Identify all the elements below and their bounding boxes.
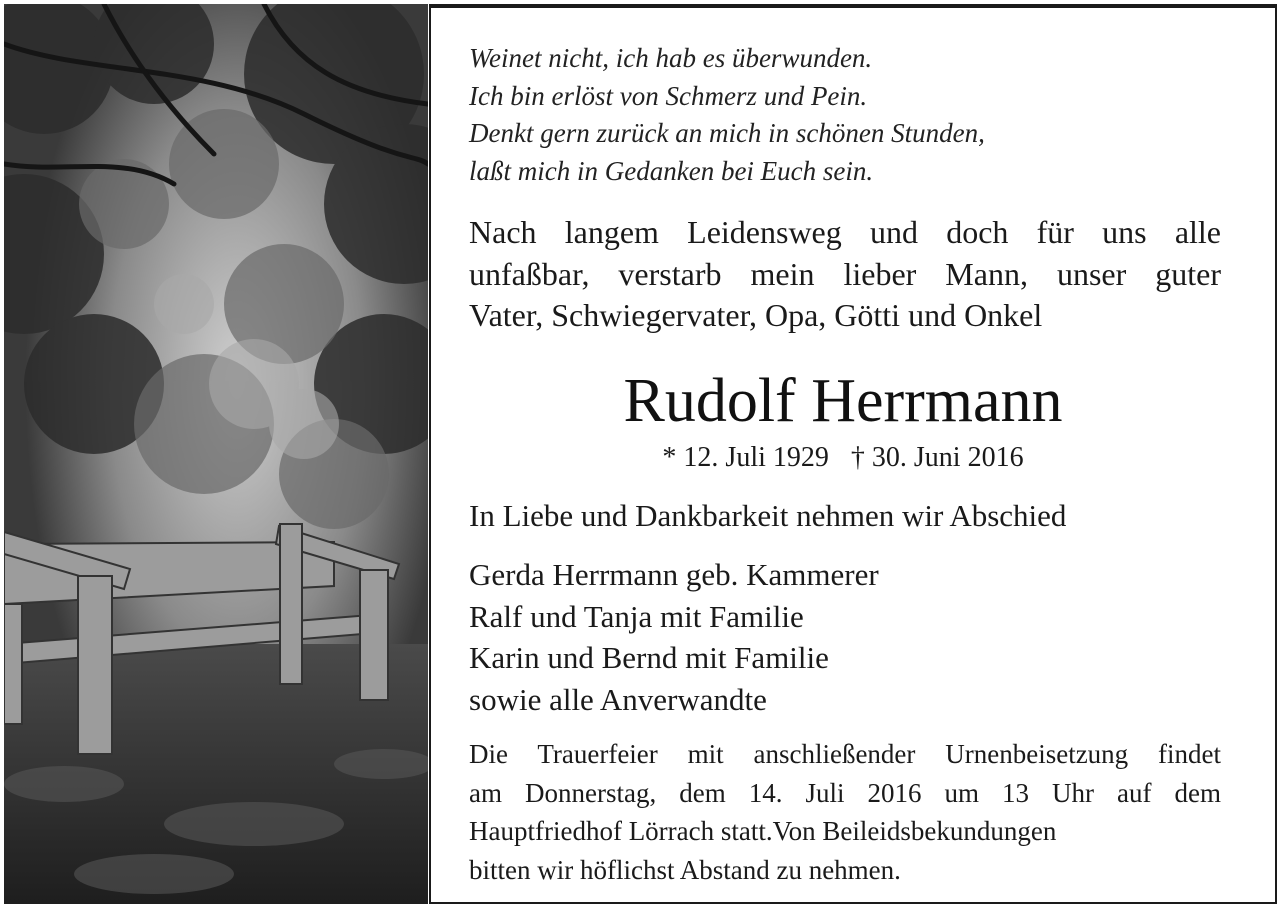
- deceased-name: Rudolf Herrmann: [623, 367, 1063, 435]
- funeral-line: Hauptfriedhof Lörrach statt.Von Beileidsbekundungen: [469, 816, 1057, 846]
- death-announcement: [469, 212, 1221, 337]
- mourners-list: [469, 554, 879, 720]
- forest-bench-photo: [4, 4, 428, 904]
- poem-line: Ich bin erlöst von Schmerz und Pein.: [469, 80, 868, 111]
- funeral-line: Die Trauerfeier mit anschließender Urnenbeisetzung findet: [469, 739, 1221, 769]
- mourner-name: sowie alle Anverwandte: [469, 681, 767, 717]
- funeral-line: bitten wir höflichst Abstand zu nehmen.: [469, 854, 901, 885]
- announcement-line: unfaßbar, verstarb mein lieber Mann, unser guter: [469, 255, 1221, 292]
- farewell-line: In Liebe und Dankbarkeit nehmen wir Abschied: [469, 498, 1067, 533]
- poem-line: Weinet nicht, ich hab es überwunden.: [469, 43, 873, 73]
- memorial-poem: [469, 40, 1229, 190]
- poem-line: Denkt gern zurück an mich in schönen Stunden,: [469, 118, 985, 148]
- mourner-name: Karin und Bernd mit Familie: [469, 640, 829, 675]
- birth-date: * 12. Juli 1929: [662, 442, 829, 473]
- death-date: † 30. Juni 2016: [850, 442, 1024, 473]
- bench-in-forest-photo-icon: [4, 4, 428, 904]
- poem-line: laßt mich in Gedanken bei Euch sein.: [469, 155, 874, 186]
- funeral-line: am Donnerstag, dem 14. Juli 2016 um 13 Uhr auf dem: [469, 777, 1221, 808]
- life-dates: [431, 440, 1255, 476]
- funeral-details: [469, 735, 1221, 889]
- announcement-line: Nach langem Leidensweg und doch für uns alle: [469, 214, 1221, 250]
- obituary-text-panel: [429, 4, 1277, 904]
- mourner-name: Ralf und Tanja mit Familie: [469, 598, 804, 634]
- mourner-name: Gerda Herrmann geb. Kammerer: [469, 557, 879, 592]
- announcement-line: Vater, Schwiegervater, Opa, Götti und Onkel: [469, 297, 1043, 333]
